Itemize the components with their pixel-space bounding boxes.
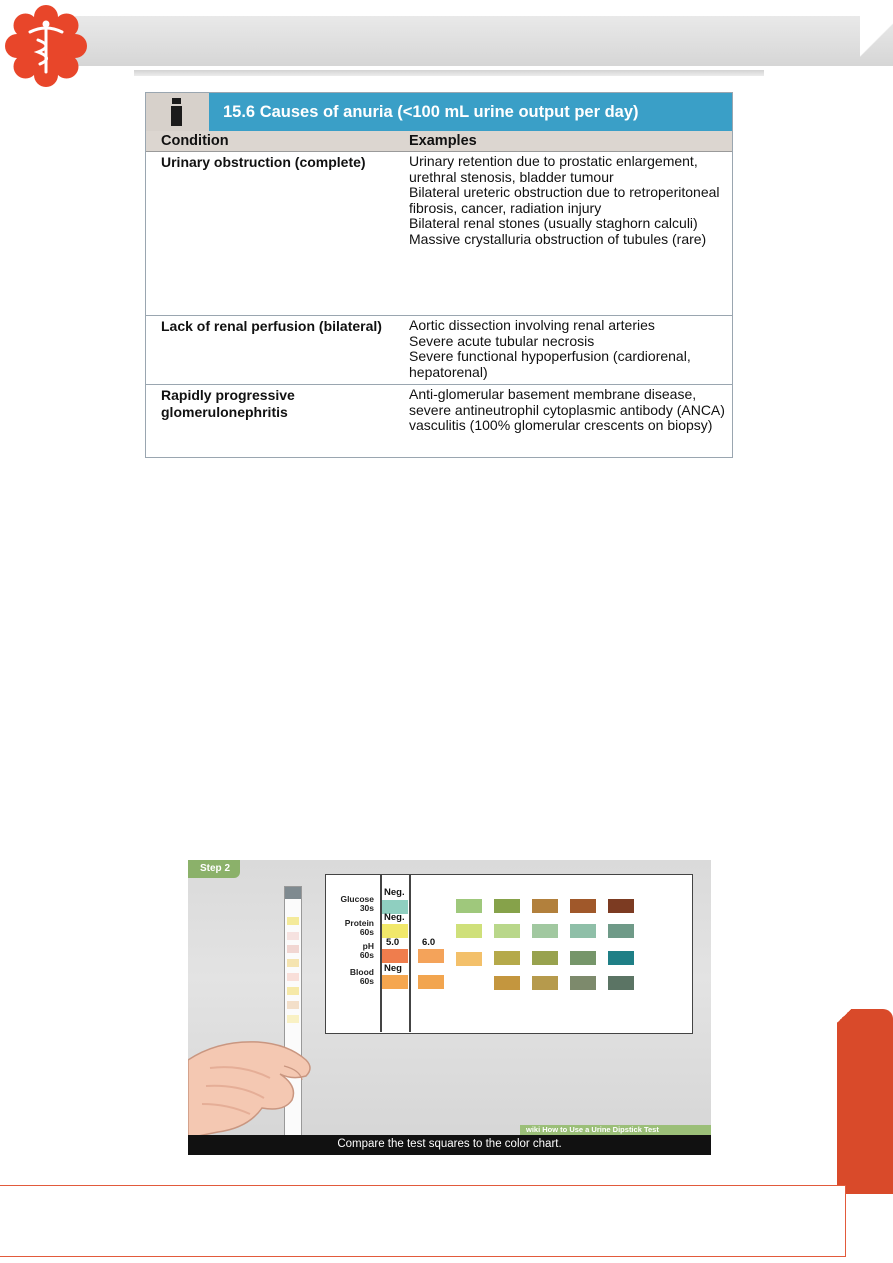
label-neg-glucose: Neg. bbox=[384, 887, 405, 898]
anuria-causes-table bbox=[145, 92, 733, 458]
swatch bbox=[608, 924, 634, 938]
label-neg-blood: Neg bbox=[384, 963, 402, 974]
caption-bar bbox=[188, 1135, 711, 1155]
page-header-band bbox=[75, 16, 893, 66]
swatch bbox=[494, 951, 520, 965]
info-icon bbox=[146, 93, 209, 131]
row-examples bbox=[409, 318, 729, 380]
color-chart bbox=[325, 874, 693, 1034]
swatch bbox=[532, 976, 558, 990]
table-title: 15.6 Causes of anuria (<100 mL urine output per day) bbox=[223, 103, 639, 121]
swatch bbox=[570, 899, 596, 913]
row-condition: Rapidly progressive glomerulonephritis bbox=[161, 387, 295, 420]
swatch bbox=[382, 924, 408, 938]
swatch bbox=[494, 976, 520, 990]
example-item: Massive crystalluria obstruction of tubules (rare) bbox=[409, 230, 707, 247]
table-row bbox=[146, 152, 732, 315]
swatch bbox=[532, 924, 558, 938]
swatch bbox=[532, 899, 558, 913]
example-item: Bilateral renal stones (usually staghorn calculi) bbox=[409, 215, 698, 232]
example-item: Severe acute tubular necrosis bbox=[409, 332, 595, 349]
photo-caption: Compare the test squares to the color chart. bbox=[337, 1138, 562, 1150]
label-blood: Blood 60s bbox=[349, 967, 374, 986]
table-title-bar bbox=[209, 93, 732, 131]
dipstick-illustration bbox=[188, 860, 711, 1155]
swatch bbox=[456, 952, 482, 966]
table-row bbox=[146, 384, 732, 457]
wikihow-tag: wiki How to Use a Urine Dipstick Test bbox=[520, 1125, 711, 1135]
step-badge: Step 2 bbox=[188, 860, 240, 878]
chapter-side-tab bbox=[837, 1009, 893, 1194]
swatch bbox=[494, 899, 520, 913]
swatch bbox=[570, 951, 596, 965]
label-neg-protein: Neg. bbox=[384, 912, 405, 923]
header-rule bbox=[134, 70, 764, 76]
side-tab-notch bbox=[837, 1009, 851, 1023]
example-item: Anti-glomerular basement membrane disease, severe antineutrophil cytoplasmic antibody (ANCA) vasculitis (100% glomerular crescents on biopsy) bbox=[409, 386, 725, 434]
row-condition: Urinary obstruction (complete) bbox=[161, 154, 366, 170]
row-examples bbox=[409, 154, 729, 248]
example-item: Aortic dissection involving renal arteries bbox=[409, 317, 655, 333]
swatch bbox=[418, 949, 444, 963]
label-ph: pH 60s bbox=[359, 941, 374, 960]
example-item: Bilateral ureteric obstruction due to retroperitoneal fibrosis, cancer, radiation injury bbox=[409, 184, 720, 216]
row-examples bbox=[409, 387, 729, 434]
label-ph-5: 5.0 bbox=[386, 937, 400, 948]
swatch bbox=[456, 899, 482, 913]
swatch bbox=[570, 976, 596, 990]
example-item: Severe functional hypoperfusion (cardiorenal, hepatorenal) bbox=[409, 348, 691, 380]
label-glucose: Glucose 30s bbox=[340, 894, 374, 913]
header-corner bbox=[860, 16, 893, 66]
swatch bbox=[570, 924, 596, 938]
caduceus-logo-icon bbox=[0, 0, 92, 92]
swatch bbox=[608, 976, 634, 990]
example-item: Urinary retention due to prostatic enlargement, urethral stenosis, bladder tumour bbox=[409, 153, 698, 185]
swatch bbox=[456, 924, 482, 938]
label-protein: Protein 60s bbox=[344, 918, 374, 937]
swatch bbox=[608, 951, 634, 965]
footer-box bbox=[0, 1185, 846, 1257]
column-header-condition: Condition bbox=[161, 133, 229, 149]
hand-icon bbox=[188, 1020, 358, 1140]
table-row bbox=[146, 315, 732, 382]
label-ph-6: 6.0 bbox=[422, 937, 436, 948]
table-header bbox=[146, 93, 732, 131]
swatch bbox=[494, 924, 520, 938]
table-column-headers bbox=[146, 131, 732, 152]
swatch bbox=[382, 975, 408, 989]
swatch bbox=[382, 949, 408, 963]
swatch bbox=[532, 951, 558, 965]
swatch bbox=[418, 975, 444, 989]
swatch bbox=[608, 899, 634, 913]
row-condition: Lack of renal perfusion (bilateral) bbox=[161, 318, 382, 334]
column-header-examples: Examples bbox=[409, 133, 477, 149]
